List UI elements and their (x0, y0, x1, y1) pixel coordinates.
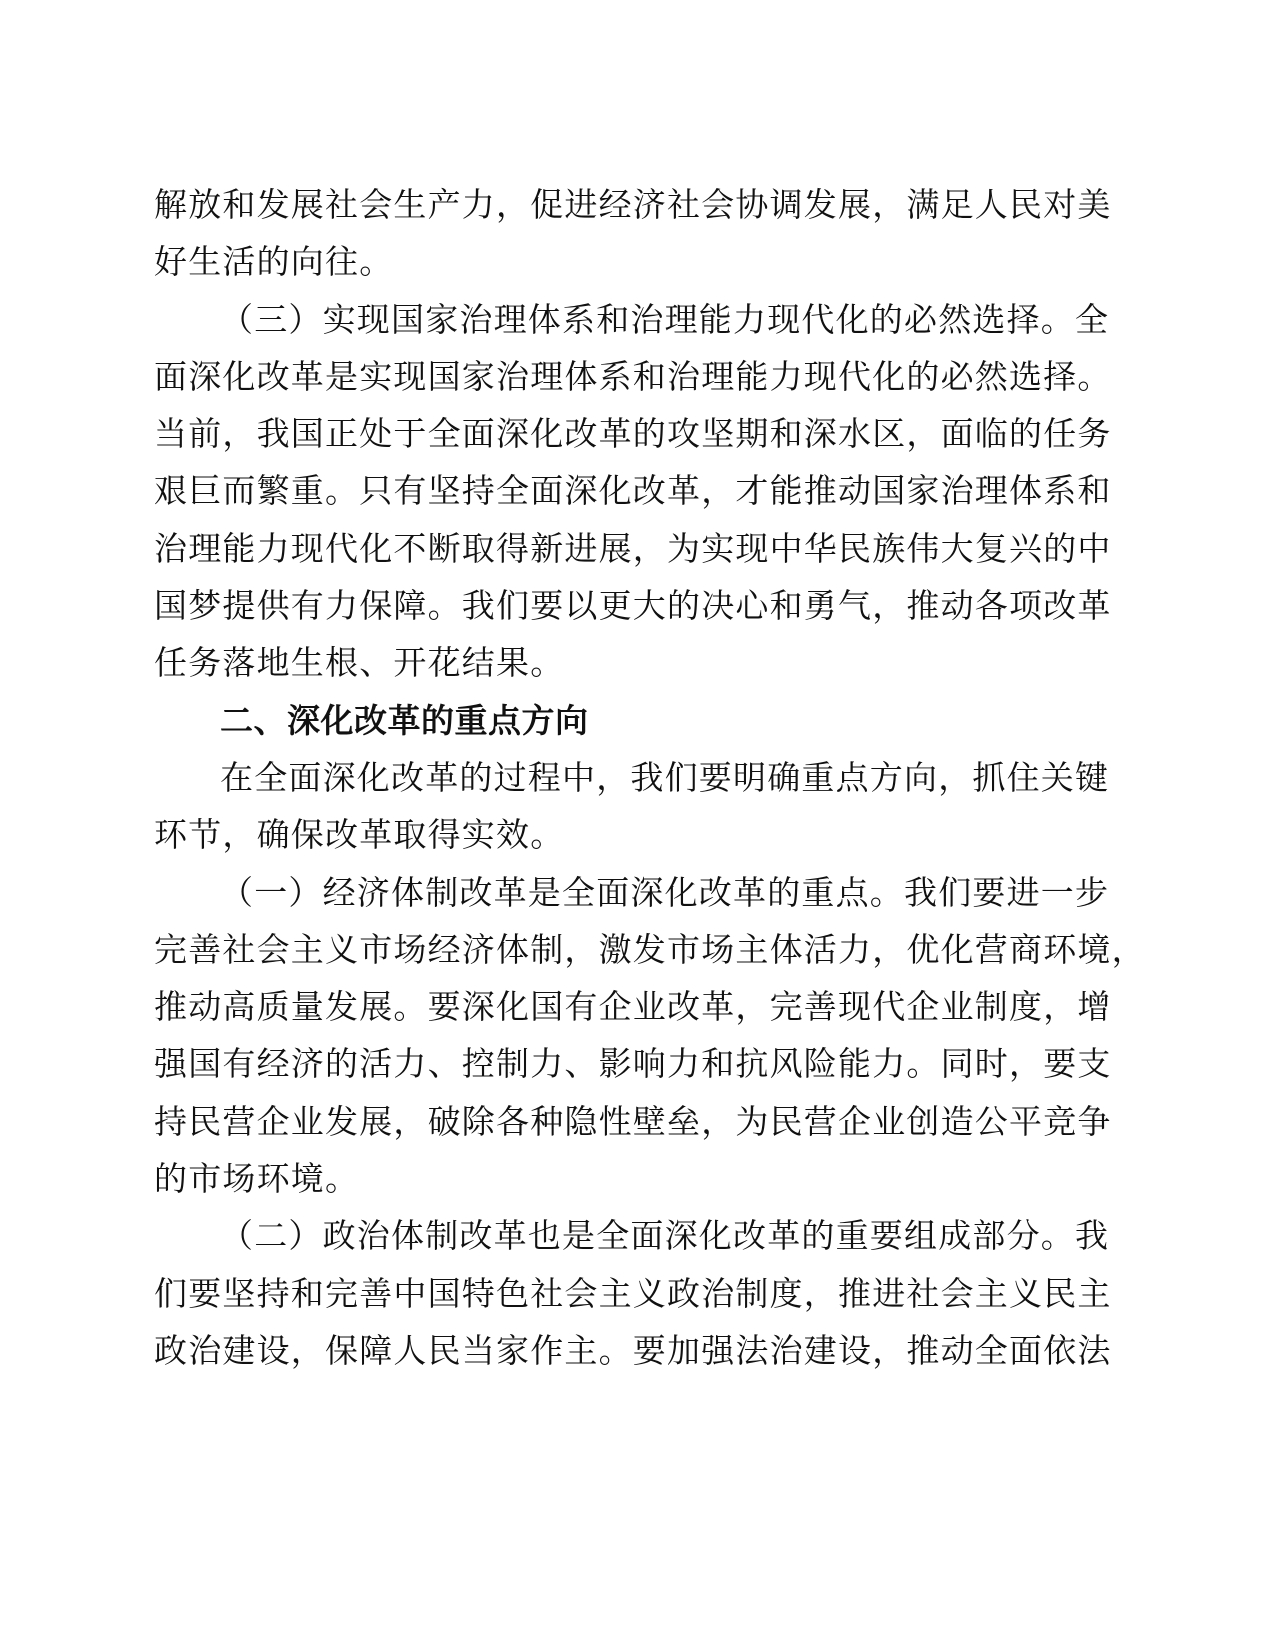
text-line: 好生活的向往。 (154, 242, 394, 282)
subsection-heading-line: （一）经济体制改革是全面深化改革的重点。我们要进一步 (220, 872, 1110, 912)
subsection-heading-line: （二）政治体制改革也是全面深化改革的重要组成部分。我 (220, 1216, 1110, 1256)
text-line: 环节，确保改革取得实效。 (154, 815, 565, 855)
text-line: 国梦提供有力保障。我们要以更大的决心和勇气，推动各项改革 (154, 586, 1112, 626)
text-line: 在全面深化改革的过程中，我们要明确重点方向，抓住关键 (220, 757, 1110, 797)
subsection-heading-line: （三）实现国家治理体系和治理能力现代化的必然选择。全 (220, 299, 1110, 339)
document-body (154, 176, 1146, 1379)
text-line: 的市场环境。 (154, 1159, 360, 1199)
text-line: 任务落地生根、开花结果。 (154, 643, 565, 683)
text-line: 政治建设，保障人民当家作主。要加强法治建设，推动全面依法 (154, 1330, 1112, 1370)
text-line: 们要坚持和完善中国特色社会主义政治制度，推进社会主义民主 (154, 1273, 1112, 1313)
text-line: 艰巨而繁重。只有坚持全面深化改革，才能推动国家治理体系和 (154, 471, 1112, 511)
text-line: 强国有经济的活力、控制力、影响力和抗风险能力。同时，要支 (154, 1044, 1112, 1084)
text-line: 完善社会主义市场经济体制，激发市场主体活力，优化营商环境， (154, 929, 1146, 969)
text-line: 推动高质量发展。要深化国有企业改革，完善现代企业制度，增 (154, 987, 1112, 1027)
text-line: 面深化改革是实现国家治理体系和治理能力现代化的必然选择。 (154, 356, 1112, 396)
section-heading: 二、深化改革的重点方向 (220, 700, 589, 740)
text-line: 持民营企业发展，破除各种隐性壁垒，为民营企业创造公平竞争 (154, 1101, 1112, 1141)
text-line: 治理能力现代化不断取得新进展，为实现中华民族伟大复兴的中 (154, 528, 1112, 568)
text-line: 解放和发展社会生产力，促进经济社会协调发展，满足人民对美 (154, 185, 1112, 224)
text-line: 当前，我国正处于全面深化改革的攻坚期和深水区，面临的任务 (154, 414, 1112, 454)
